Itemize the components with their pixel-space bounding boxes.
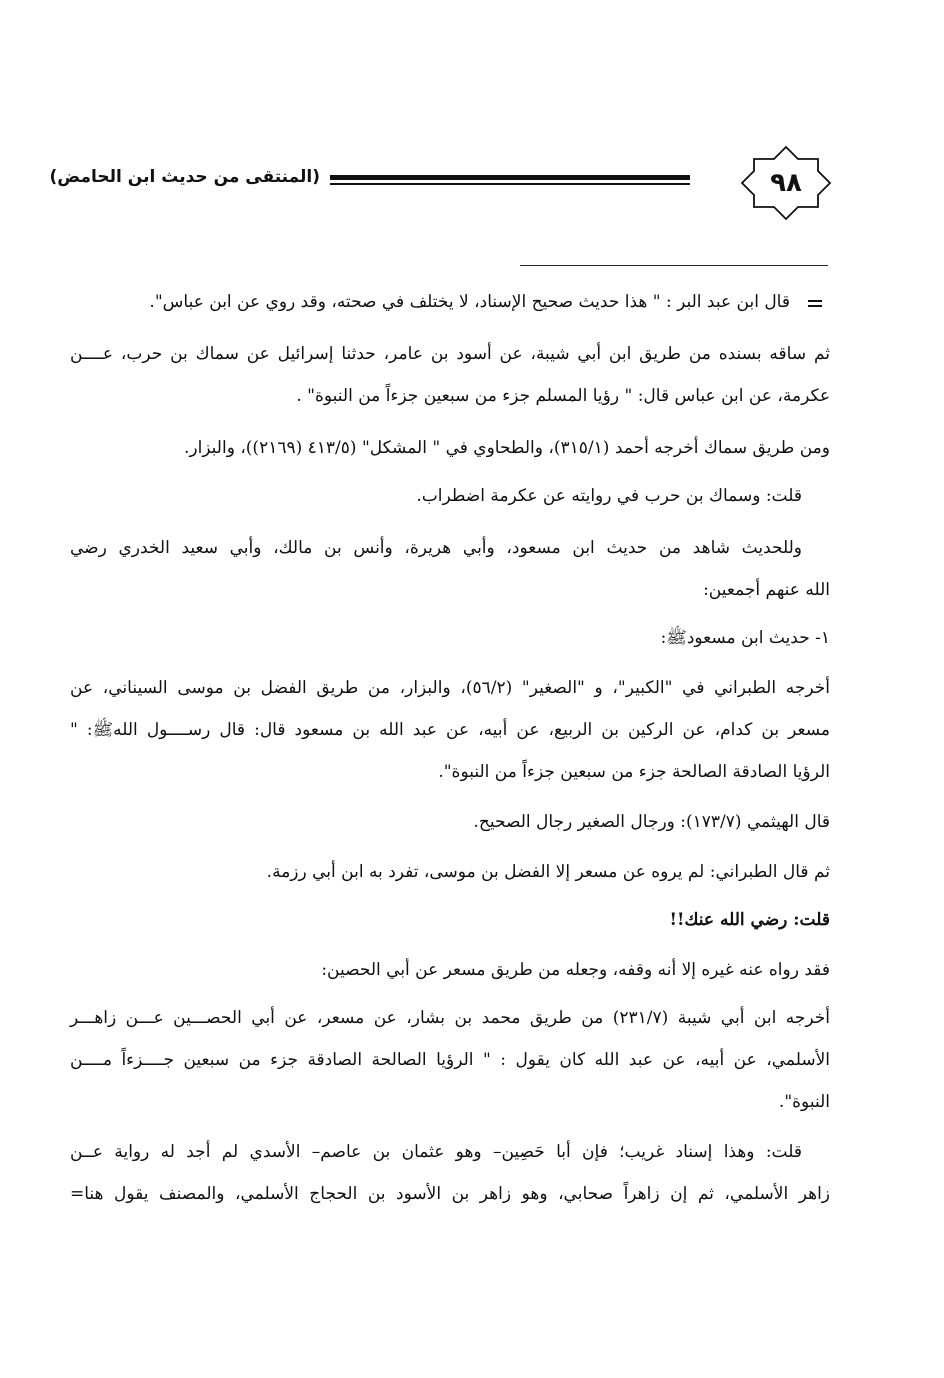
text-line: ثم ساقه بسنده من طريق ابن أبي شيبة، عن أسود بن عامر، حدثنا إسرائيل عن سماك بن حرب، عــــن	[70, 344, 830, 364]
section-heading: ١- حديث ابن مسعودﷺ:	[660, 628, 830, 648]
text-line: عكرمة، عن ابن عباس قال: " رؤيا المسلم جزء من سبعين جزءاً من النبوة" .	[296, 386, 830, 406]
text-line: قال ابن عبد البر : " هذا حديث صحيح الإسناد، لا يختلف في صحته، وقد روي عن ابن عباس".	[149, 292, 790, 312]
text-line: قلت: وسماك بن حرب في روايته عن عكرمة اضطراب.	[416, 486, 802, 506]
header-rule	[330, 175, 690, 187]
footnote-continuation-marker	[808, 300, 830, 310]
text-line: قال الهيثمي (١٧٣/٧): ورجال الصغير رجال الصحيح.	[473, 812, 830, 832]
text-line: فقد رواه عنه غيره إلا أنه وقفه، وجعله من طريق مسعر عن أبي الحصين:	[321, 960, 830, 980]
text-line: ومن طريق سماك أخرجه أحمد (٣١٥/١)، والطحاوي في " المشكل" (٤١٣/٥ (٢١٦٩))، والبزار.	[183, 438, 830, 458]
text-line: الرؤيا الصادقة الصالحة جزء من سبعين جزءاً من النبوة".	[438, 762, 830, 782]
text-line: أخرجه ابن أبي شيبة (٢٣١/٧) من طريق محمد بن بشار، عن مسعر، عن أبي الحصـــين عـــن زاهـــر	[70, 1008, 830, 1028]
text-line: ثم قال الطبراني: لم يروه عن مسعر إلا الفضل بن موسى، تفرد به ابن أبي رزمة.	[266, 862, 830, 882]
text-line: زاهر الأسلمي، ثم إن زاهراً صحابي، وهو زاهر بن الأسود بن الحجاج الأسلمي، والمصنف يقول هنا=	[70, 1184, 830, 1204]
page-number-badge	[740, 145, 832, 221]
text-line: الأسلمي، عن أبيه، عن عبد الله كان يقول : " الرؤيا الصالحة الصادقة جزء من سبعين جــــزءاً مــــن	[70, 1050, 830, 1070]
text-line: وللحديث شاهد من حديث ابن مسعود، وأبي هريرة، وأنس بن مالك، وأبي سعيد الخدري رضي	[70, 538, 802, 558]
text-line: مسعر بن كدام، عن الركين بن الربيع، عن أبيه، عن عبد الله بن مسعود قال: قال رســــول اللهﷺ: "	[70, 720, 830, 740]
text-line: النبوة".	[778, 1092, 830, 1112]
text-line: قلت: وهذا إسناد غريب؛ فإن أبا حَصِين– وهو عثمان بن عاصم– الأسدي لم أجد له رواية عــن	[70, 1142, 802, 1162]
running-title: (المنتقى من حديث ابن الحامض)	[49, 167, 320, 187]
text-line-bold: قلت: رضي الله عنك!!	[669, 910, 830, 930]
page-number: ٩٨	[770, 168, 802, 198]
text-line: الله عنهم أجمعين:	[703, 580, 830, 600]
footnote-separator	[520, 265, 828, 266]
text-line: أخرجه الطبراني في "الكبير"، و "الصغير" (٥٦/٢)، والبزار، من طريق الفضل بن موسى السيناني، عن	[70, 678, 830, 698]
